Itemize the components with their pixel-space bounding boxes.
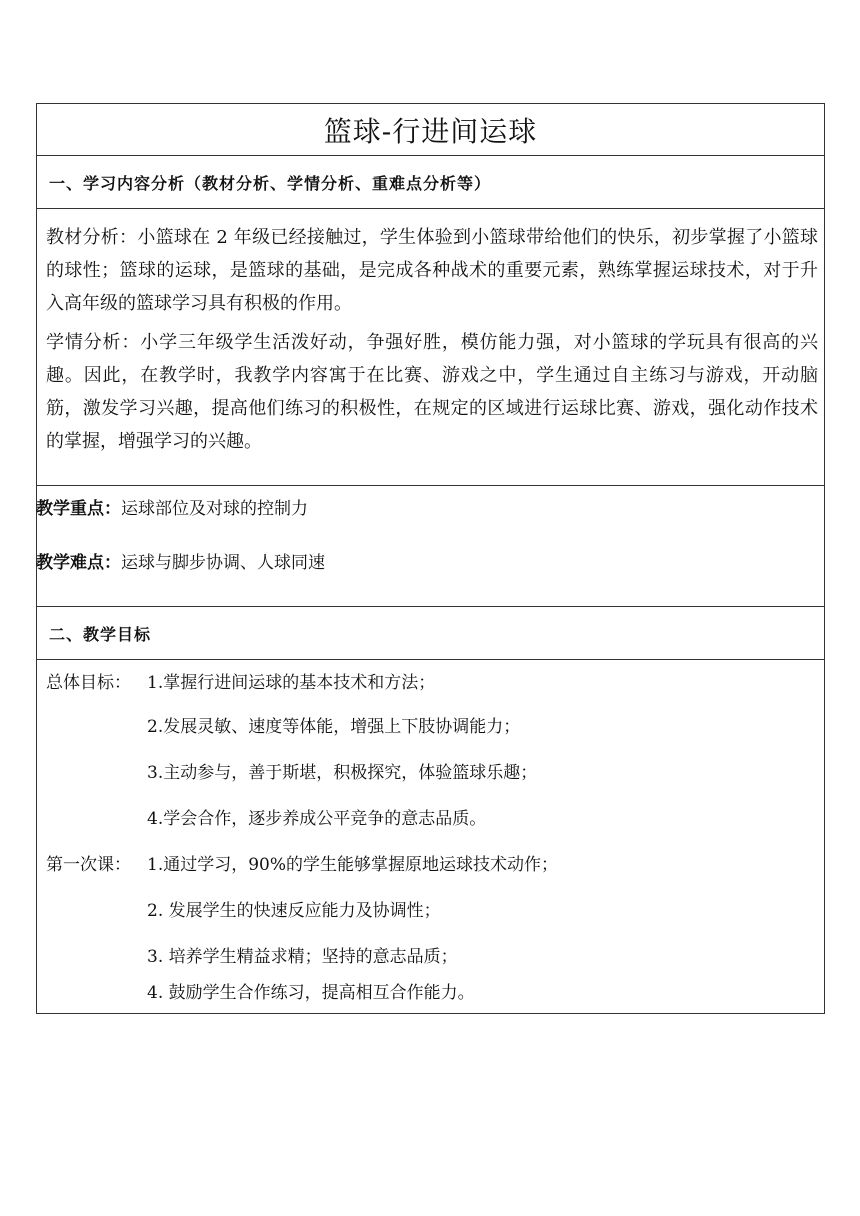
goal-text: 2.发展灵敏、速度等体能，增强上下肢协调能力； [147,717,521,737]
first-lesson-label: 第一次课： [46,855,131,875]
lesson-plan-table [36,103,825,1014]
goal-text: 3.主动参与，善于斯堪，积极探究，体验篮球乐趣； [147,763,538,783]
section-heading-text: 一、学习内容分析（教材分析、学情分析、重难点分析等） [49,173,492,193]
section-heading-teaching-goals [37,607,824,660]
title-row [37,104,824,156]
student-analysis-paragraph: 学情分析：小学三年级学生活泼好动，争强好胜，模仿能力强，对小篮球的学玩具有很高的兴趣。因此，在教学时，我教学内容寓于在比赛、游戏之中，学生通过自主练习与游戏，开动脑筋，激发学习兴趣，提高他们练习的积极性，在规定的区域进行运球比赛、游戏，强化动作技术的掌握，增强学习的兴趣。 [46,332,818,452]
overall-goal-item [37,712,824,742]
goal-text: 4.学会合作，逐步养成公平竞争的意志品质。 [147,809,487,829]
difficulty-label: 教学难点： [36,553,121,573]
key-point-line [36,494,824,524]
goal-text: 3. 培养学生精益求精；坚持的意志品质； [147,947,458,967]
overall-goals-label: 总体目标： [46,673,131,693]
overall-goal-item [37,804,824,834]
goal-text: 1.掌握行进间运球的基本技术和方法； [147,673,436,693]
section-heading-learning-content [37,156,824,209]
overall-goal-item [37,758,824,788]
overall-goal-item [37,668,824,698]
difficulty-line [36,548,824,578]
first-lesson-goal-item [37,942,824,972]
key-point-text: 运球部位及对球的控制力 [121,499,308,519]
first-lesson-goal-item [37,896,824,926]
first-lesson-goal-item [37,978,824,1008]
key-point-label: 教学重点： [36,499,121,519]
goal-text: 1.通过学习，90%的学生能够掌握原地运球技术动作； [147,855,559,875]
textbook-analysis-paragraph: 教材分析：小篮球在 2 年级已经接触过，学生体验到小篮球带给他们的快乐，初步掌握了小篮球的球性；篮球的运球，是篮球的基础，是完成各种战术的重要元素，熟练掌握运球技术，对于升入高年级的篮球学习具有积极的作用。 [46,227,818,314]
analysis-cell [37,209,824,486]
difficulty-text: 运球与脚步协调、人球同速 [121,553,325,573]
first-lesson-goal-item [37,850,824,880]
goals-cell [37,660,824,1013]
key-difficulty-cell [37,486,824,607]
section-heading-text: 二、教学目标 [49,624,152,644]
goal-text: 2. 发展学生的快速反应能力及协调性； [147,901,441,921]
goal-text: 4. 鼓励学生合作练习，提高相互合作能力。 [147,983,475,1003]
document-title: 篮球-行进间运球 [323,114,538,148]
